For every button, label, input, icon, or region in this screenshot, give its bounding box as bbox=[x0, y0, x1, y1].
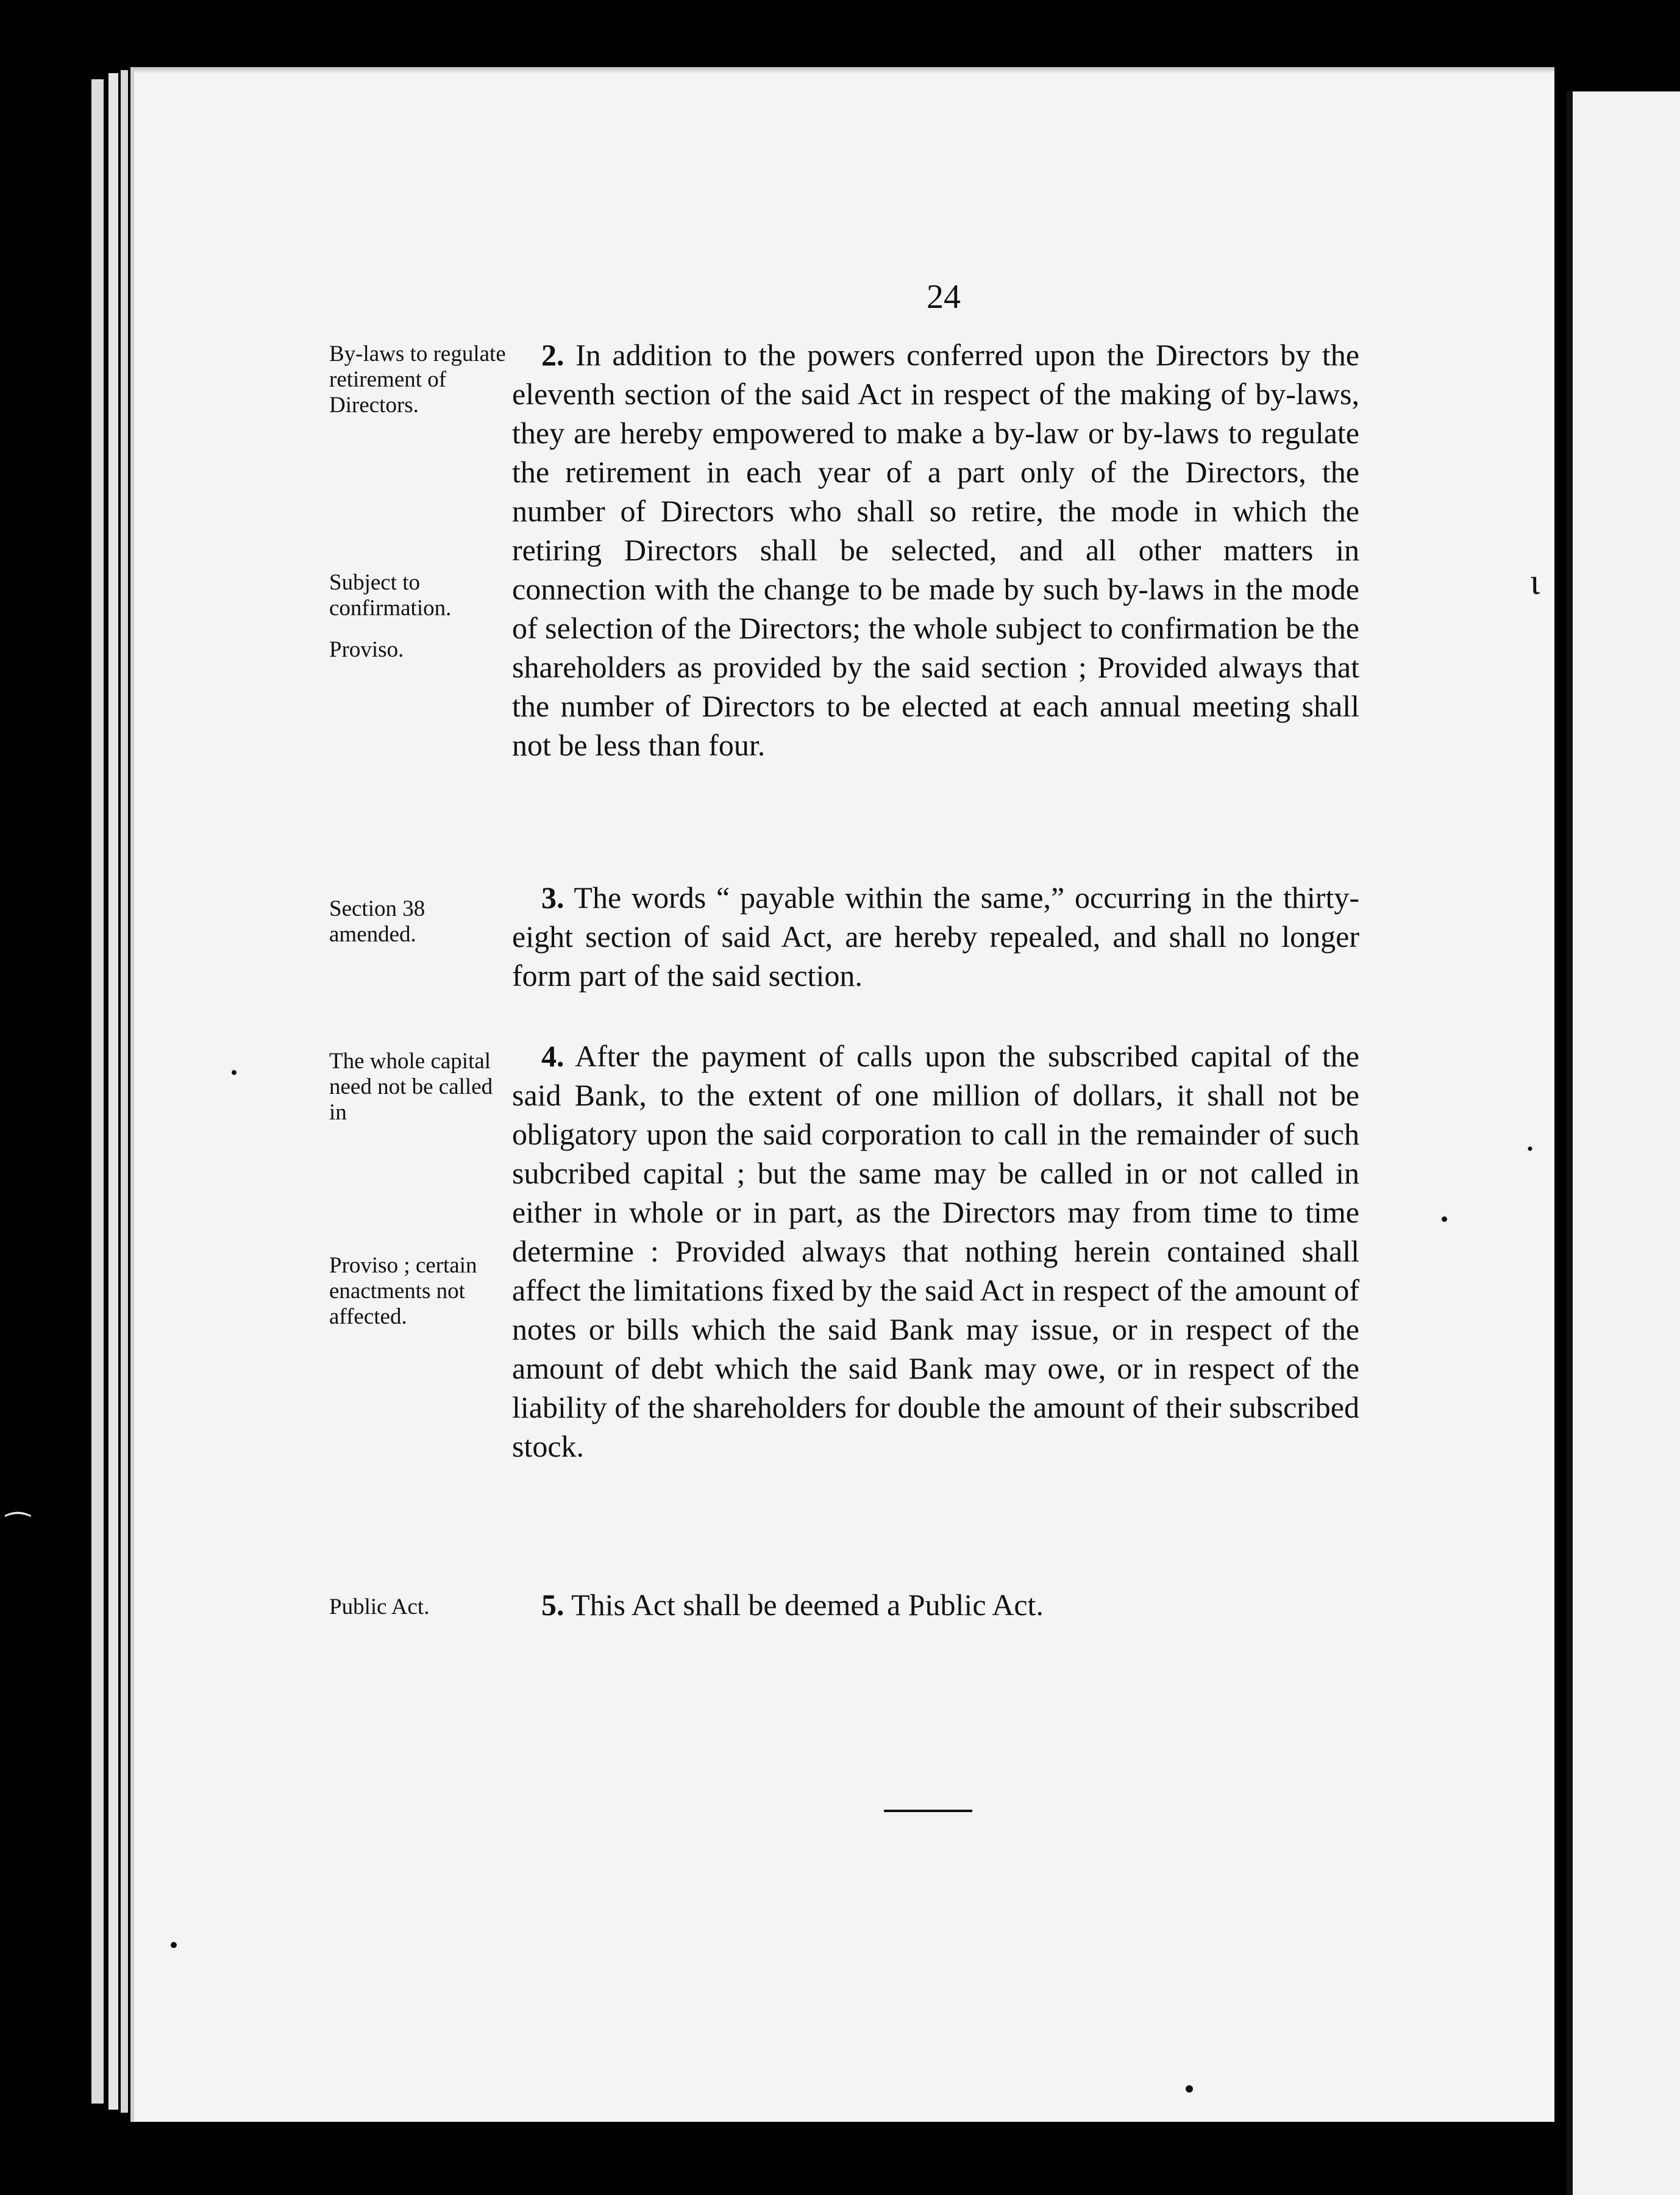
section-3 bbox=[512, 878, 1359, 995]
margin-note-proviso-certain: Proviso ; certain enactments not affected. bbox=[329, 1253, 477, 1329]
scan-speck bbox=[1442, 1216, 1447, 1222]
adjacent-page bbox=[1567, 91, 1680, 2195]
margin-note-proviso: Proviso. bbox=[329, 637, 404, 662]
scan-artifact-mark: ⁀ bbox=[6, 1513, 30, 1546]
scan-artifact-mark: · bbox=[1524, 1129, 1536, 1169]
section-text: This Act shall be deemed a Public Act. bbox=[571, 1588, 1044, 1622]
section-5 bbox=[512, 1585, 1359, 1624]
section-text: After the payment of calls upon the subscribed capital of the said Bank, to the extent of one million of dollars, it shall not be obligatory upon the said corporation to call in the remainder of such subcribed capital ; but the same may be called in or not called in either in whole or in part, as the Directors may from time to time determine : Provided always that nothing herein contained shall affect the limitations fixed by the said Act in respect of the amount of notes or bills which the said Bank may issue, or in respect of the amount of debt which the said Bank may owe, or in respect of the liability of the shareholders for double the amount of their subscribed stock. bbox=[512, 1039, 1359, 1463]
margin-note-whole-capital: The whole capital need not be called in bbox=[329, 1049, 493, 1125]
margin-note-subject: Subject to confirmation. bbox=[329, 570, 452, 621]
margin-note-section38: Section 38 amended. bbox=[329, 896, 425, 947]
section-number: 5. bbox=[541, 1588, 564, 1622]
margin-note-bylaws: By-laws to regulate retirement of Directors. bbox=[329, 341, 506, 418]
page-number: 24 bbox=[927, 278, 961, 316]
closing-rule bbox=[884, 1810, 972, 1812]
scan-artifact-mark: ι bbox=[1530, 562, 1540, 602]
section-2 bbox=[512, 335, 1359, 765]
section-text: The words “ payable within the same,” occurring in the thirty-eight section of said Act, are hereby repealed, and shall no longer form part of the said section. bbox=[512, 880, 1359, 993]
page-stack-edge bbox=[109, 73, 118, 2110]
page-stack-edge bbox=[121, 70, 128, 2113]
scan-speck bbox=[1186, 2085, 1193, 2093]
section-text: In addition to the powers conferred upon the Directors by the eleventh section of the said Act in respect of the making of by-laws, they are hereby empowered to make a by-law or by-laws to regulate the retirement in each year of a part only of the Directors, the number of Directors who shall so retire, the mode in which the retiring Directors shall be selected, and all other matters in connection with the change to be made by such by-laws in the mode of selection of the Directors; the whole subject to confirmation be the shareholders as provided by the said section ; Provided always that the number of Directors to be elected at each annual meeting shall not be less than four. bbox=[512, 338, 1359, 762]
section-number: 4. bbox=[541, 1039, 564, 1073]
page-stack-edge bbox=[91, 79, 104, 2104]
scan-speck bbox=[171, 1942, 177, 1948]
section-number: 3. bbox=[541, 880, 564, 915]
margin-note-public: Public Act. bbox=[329, 1594, 430, 1619]
scan-speck bbox=[232, 1070, 237, 1075]
section-4 bbox=[512, 1037, 1359, 1466]
section-number: 2. bbox=[541, 338, 564, 372]
page-top-edge bbox=[134, 67, 1554, 73]
